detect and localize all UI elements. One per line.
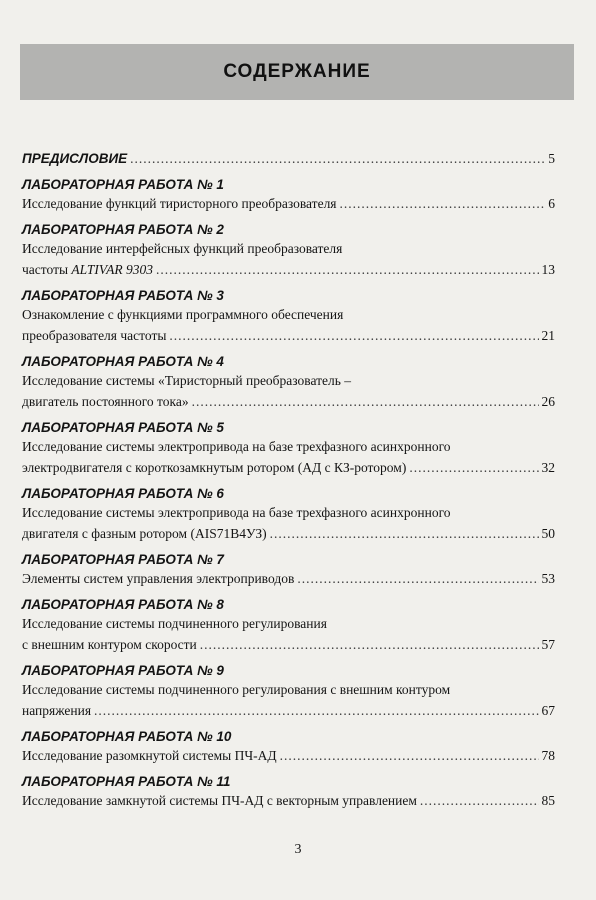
dot-leader	[130, 148, 545, 169]
description-line	[22, 325, 166, 346]
description-line	[22, 634, 197, 655]
description-text: преобразователя частоты	[22, 328, 167, 343]
lab-heading: ЛАБОРАТОРНАЯ РАБОТА № 5	[22, 420, 224, 435]
dot-leader	[409, 457, 538, 478]
page-ref: 13	[541, 262, 555, 277]
dot-leader	[200, 634, 539, 655]
toc-entry	[22, 353, 555, 412]
description-line	[22, 193, 337, 214]
description-text: двигателя с фазным ротором (AIS71B4УЗ)	[22, 526, 267, 541]
description-text: частоты	[22, 262, 72, 277]
page-ref: 6	[548, 196, 555, 211]
description-line: Исследование системы электропривода на базе трехфазного асинхронного	[22, 439, 451, 454]
page-number: 3	[294, 842, 302, 857]
lab-heading: ЛАБОРАТОРНАЯ РАБОТА № 4	[22, 354, 224, 369]
description-text: Исследование разомкнутой системы ПЧ-АД	[22, 748, 277, 763]
description-text: электродвигателя с короткозамкнутым ротором (АД с КЗ-ротором)	[22, 460, 407, 475]
page-ref: 26	[541, 394, 555, 409]
description-line	[22, 259, 153, 280]
dot-leader	[297, 568, 538, 589]
description-line	[22, 745, 277, 766]
lab-heading: ЛАБОРАТОРНАЯ РАБОТА № 8	[22, 597, 224, 612]
toc-line	[22, 568, 555, 589]
toc-entry-preface	[22, 148, 555, 169]
dot-leader	[280, 745, 539, 766]
toc-line	[22, 700, 555, 721]
toc-line	[22, 634, 555, 655]
description-line: Исследование системы «Тиристорный преобразователь –	[22, 373, 352, 388]
dot-leader	[270, 523, 539, 544]
lab-heading: ЛАБОРАТОРНАЯ РАБОТА № 11	[22, 774, 231, 789]
description-text: с внешним контуром скорости	[22, 637, 197, 652]
product-name: ALTIVAR 9303	[71, 262, 154, 277]
toc-title: СОДЕРЖАНИЕ	[223, 61, 371, 82]
toc-entry	[22, 551, 555, 589]
toc-entry	[22, 596, 555, 655]
lab-heading: ЛАБОРАТОРНАЯ РАБОТА № 6	[22, 486, 224, 501]
toc-entry	[22, 176, 555, 214]
description-line: Исследование системы подчиненного регулирования с внешним контуром	[22, 682, 451, 697]
toc-entry	[22, 419, 555, 478]
description-line: Исследование интерфейсных функций преобразователя	[22, 241, 343, 256]
dot-leader	[340, 193, 546, 214]
description-line	[22, 523, 267, 544]
toc-entry	[22, 773, 555, 811]
description-text: Элементы систем управления электроприводов	[22, 571, 295, 586]
description-text: двигатель постоянного тока»	[22, 394, 189, 409]
preface-title: ПРЕДИСЛОВИЕ	[22, 151, 128, 166]
description-line: Исследование системы подчиненного регулирования	[22, 616, 327, 631]
lab-heading: ЛАБОРАТОРНАЯ РАБОТА № 1	[22, 177, 224, 192]
dot-leader	[156, 259, 538, 280]
description-line	[22, 568, 294, 589]
toc-entry	[22, 287, 555, 346]
page-ref: 32	[541, 460, 555, 475]
toc-entry	[22, 662, 555, 721]
dot-leader	[192, 391, 539, 412]
description-text: напряжения	[22, 703, 92, 718]
page-ref: 53	[541, 571, 555, 586]
description-text: Исследование функций тиристорного преобразователя	[22, 196, 337, 211]
description-text: Исследование замкнутой системы ПЧ-АД с векторным управлением	[22, 793, 417, 808]
lab-heading: ЛАБОРАТОРНАЯ РАБОТА № 3	[22, 288, 224, 303]
page-ref: 85	[541, 793, 555, 808]
dot-leader	[94, 700, 538, 721]
dot-leader	[169, 325, 538, 346]
page-ref: 78	[541, 748, 555, 763]
toc-line	[22, 457, 555, 478]
table-of-contents	[22, 148, 555, 818]
description-line: Ознакомление с функциями программного обеспечения	[22, 307, 344, 322]
lab-heading: ЛАБОРАТОРНАЯ РАБОТА № 7	[22, 552, 224, 567]
toc-line	[22, 193, 555, 214]
toc-entry	[22, 485, 555, 544]
description-line: Исследование системы электропривода на базе трехфазного асинхронного	[22, 505, 451, 520]
page-ref: 50	[541, 526, 555, 541]
toc-line	[22, 325, 555, 346]
toc-line	[22, 745, 555, 766]
description-line	[22, 700, 91, 721]
page-ref: 67	[541, 703, 555, 718]
header-band	[20, 44, 574, 100]
toc-line	[22, 391, 555, 412]
toc-entries	[22, 176, 555, 811]
dot-leader	[420, 790, 539, 811]
lab-heading: ЛАБОРАТОРНАЯ РАБОТА № 10	[22, 729, 232, 744]
toc-line	[22, 148, 555, 169]
page-ref: 57	[541, 637, 555, 652]
lab-heading: ЛАБОРАТОРНАЯ РАБОТА № 9	[22, 663, 224, 678]
toc-line	[22, 523, 555, 544]
toc-line	[22, 790, 555, 811]
page-ref: 5	[548, 151, 555, 166]
description-line	[22, 391, 189, 412]
toc-entry	[22, 728, 555, 766]
toc-entry	[22, 221, 555, 280]
description-line	[22, 457, 406, 478]
lab-heading: ЛАБОРАТОРНАЯ РАБОТА № 2	[22, 222, 224, 237]
description-line	[22, 790, 417, 811]
page-ref: 21	[541, 328, 555, 343]
toc-line	[22, 259, 555, 280]
